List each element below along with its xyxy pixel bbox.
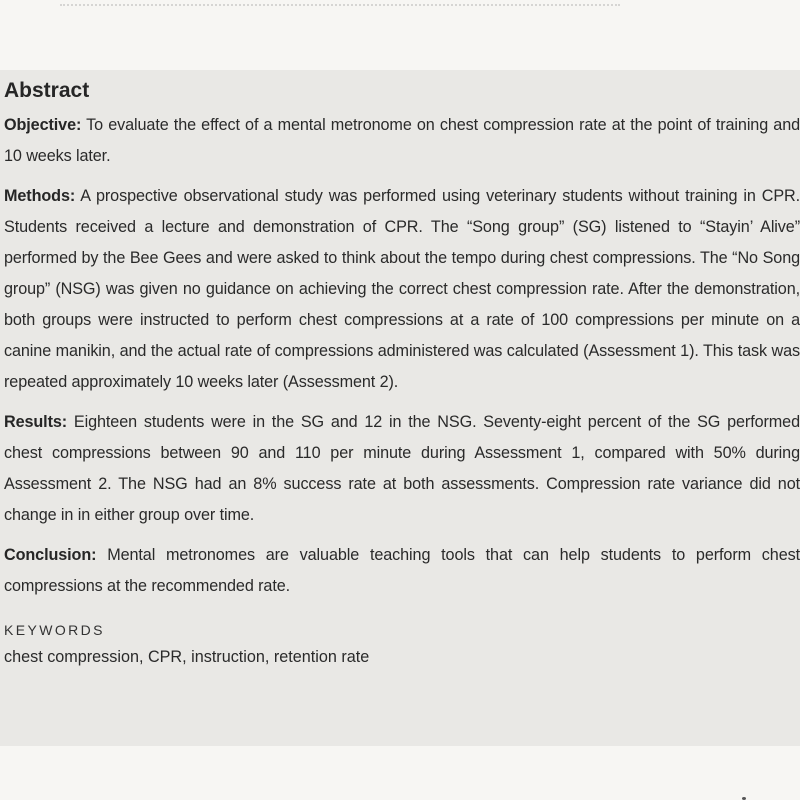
objective-paragraph bbox=[4, 110, 800, 172]
keywords-heading: KEYWORDS bbox=[4, 622, 105, 638]
conclusion-label: Conclusion: bbox=[4, 546, 97, 564]
results-label: Results: bbox=[4, 413, 68, 431]
results-text: Eighteen students were in the SG and 12 in the NSG. Seventy-eight percent of the SG performed chest compressions between 90 and 110 per minute during Assessment 1, compared with 50% during Assessment 2. The NSG had an 8% success rate at both assessments. Compression rate variance did not change in in either group over time. bbox=[4, 413, 800, 524]
conclusion-paragraph bbox=[4, 540, 800, 602]
methods-text: A prospective observational study was performed using veterinary students without training in CPR. Students received a lecture and demonstration of CPR. The “Song group” (SG) listened to “Stayin’ Alive” performed by the Bee Gees and were asked to think about the tempo during chest compressions. The “No Song group” (NSG) was given no guidance on achieving the correct chest compression rate. After the demonstration, both groups were instructed to perform chest compressions at a rate of 100 compressions per minute on a canine manikin, and the actual rate of compressions administered was calculated (Assessment 1). This task was repeated approximately 10 weeks later (Assessment 2). bbox=[4, 187, 800, 391]
methods-paragraph bbox=[4, 181, 800, 398]
results-paragraph bbox=[4, 407, 800, 531]
top-margin bbox=[0, 0, 800, 70]
abstract-title: Abstract bbox=[4, 79, 90, 102]
cropped-preceding-text bbox=[60, 0, 620, 6]
abstract-box bbox=[0, 70, 800, 746]
objective-text: To evaluate the effect of a mental metronome on chest compression rate at the point of training and 10 weeks later. bbox=[4, 116, 800, 165]
keywords-list: chest compression, CPR, instruction, retention rate bbox=[4, 648, 370, 666]
objective-label: Objective: bbox=[4, 116, 82, 134]
bottom-margin bbox=[0, 746, 800, 800]
conclusion-text: Mental metronomes are valuable teaching tools that can help students to perform chest compressions at the recommended rate. bbox=[4, 546, 800, 595]
methods-label: Methods: bbox=[4, 187, 76, 205]
